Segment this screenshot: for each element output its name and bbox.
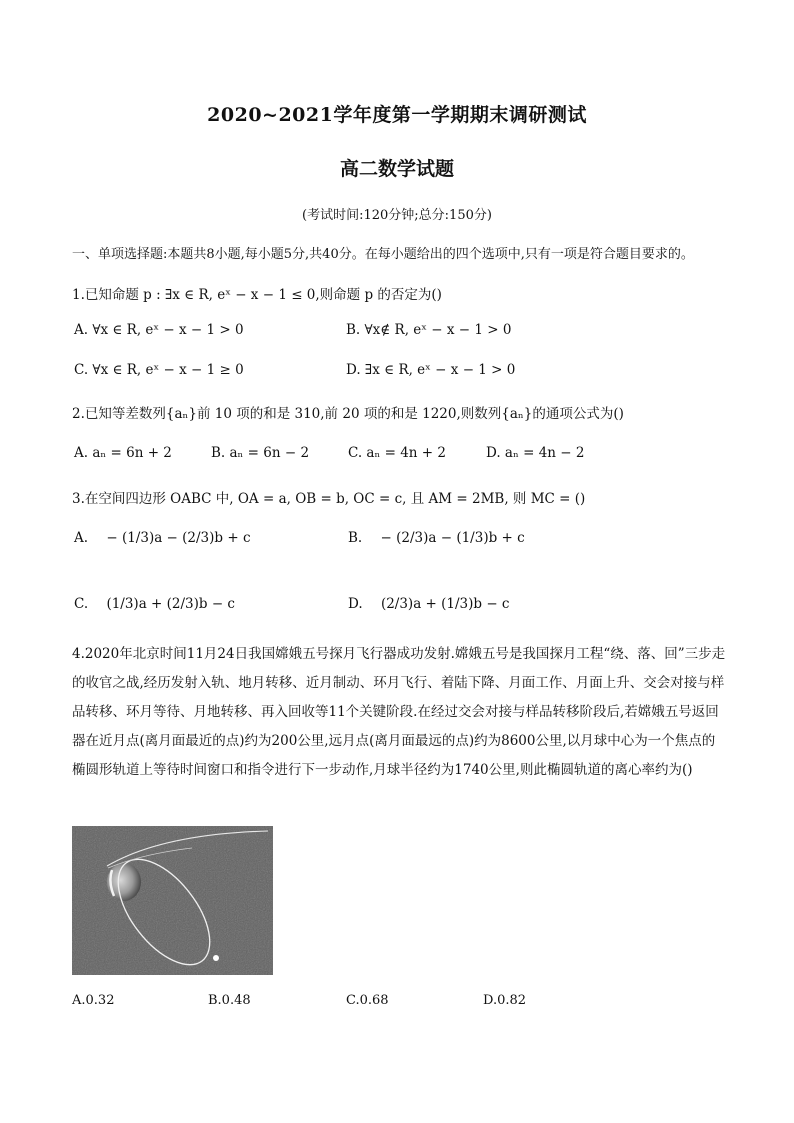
q1-option-a: A. ∀x ∈ R, eˣ − x − 1 > 0 xyxy=(74,322,244,338)
q3-option-c xyxy=(74,596,235,612)
q4-option-c: C.0.68 xyxy=(346,993,389,1008)
q3-option-a-label: A. xyxy=(74,530,89,546)
q4-option-d: D.0.82 xyxy=(483,993,527,1008)
q1-option-c: C. ∀x ∈ R, eˣ − x − 1 ≥ 0 xyxy=(74,362,244,378)
q1-stem: 1.已知命题 p : ∃x ∈ R, eˣ − x − 1 ≤ 0,则命题 p 的否定为() xyxy=(72,287,442,303)
q1-option-d: D. ∃x ∈ R, eˣ − x − 1 > 0 xyxy=(346,362,516,378)
q3-option-d xyxy=(348,596,510,612)
section-instruction: 一、单项选择题:本题共8小题,每小题5分,共40分。在每小题给出的四个选项中,只有一项是符合题目要求的。 xyxy=(72,247,694,262)
q3-option-b-label: B. xyxy=(348,530,363,546)
q3-option-b-expr: − (2/3)a − (1/3)b + c xyxy=(380,530,525,546)
q3-option-c-label: C. xyxy=(74,596,89,612)
q2-stem: 2.已知等差数列{aₙ}前 10 项的和是 310,前 20 项的和是 1220,则数列{aₙ}的通项公式为() xyxy=(72,406,624,422)
q3-option-c-expr: (1/3)a + (2/3)b − c xyxy=(106,596,235,612)
q3-option-d-expr: (2/3)a + (1/3)b − c xyxy=(380,596,510,612)
q2-option-b: B. aₙ = 6n − 2 xyxy=(211,445,310,461)
q2-option-d: D. aₙ = 4n − 2 xyxy=(486,445,585,461)
orbit-photo-icon xyxy=(72,826,273,975)
q3-stem: 3.在空间四边形 OABC 中, OA = a, OB = b, OC = c, 且 AM = 2MB, 则 MC = () xyxy=(72,491,586,507)
q2-option-a: A. aₙ = 6n + 2 xyxy=(74,445,172,461)
q4-option-b: B.0.48 xyxy=(208,993,251,1008)
q3-option-a xyxy=(74,530,251,546)
exam-info: (考试时间:120分钟;总分:150分) xyxy=(302,208,492,223)
q3-option-d-label: D. xyxy=(348,596,363,612)
q1-option-b: B. ∀x∉ R, eˣ − x − 1 > 0 xyxy=(346,322,512,338)
exam-title: 2020~2021学年度第一学期期末调研测试 xyxy=(207,104,587,126)
exam-subtitle: 高二数学试题 xyxy=(339,158,454,180)
q3-option-b xyxy=(348,530,525,546)
q4-stem: 4.2020年北京时间11月24日我国嫦娥五号探月飞行器成功发射.嫦娥五号是我国探月工程“绕、落、回”三步走的收官之战,经历发射入轨、地月转移、近月制动、环月飞行、着陆下降、月面工作、月面上升、交会对接与样品转移、环月等待、月地转移、再入回收等11个关键阶段.在经过交会对接与样品转移阶段后,若嫦娥五号返回器在近月点(离月面最近的点)约为200公里,远月点(离月面最远的点)约为8600公里,以月球中心为一个焦点的椭圆形轨道上等待时间窗口和指令进行下一步动作,月球半径约为1740公里,则此椭圆轨道的离心率约为() xyxy=(72,646,726,778)
q3-option-a-expr: − (1/3)a − (2/3)b + c xyxy=(106,530,251,546)
q4-option-a: A.0.32 xyxy=(72,993,115,1008)
q2-option-c: C. aₙ = 4n + 2 xyxy=(348,445,446,461)
